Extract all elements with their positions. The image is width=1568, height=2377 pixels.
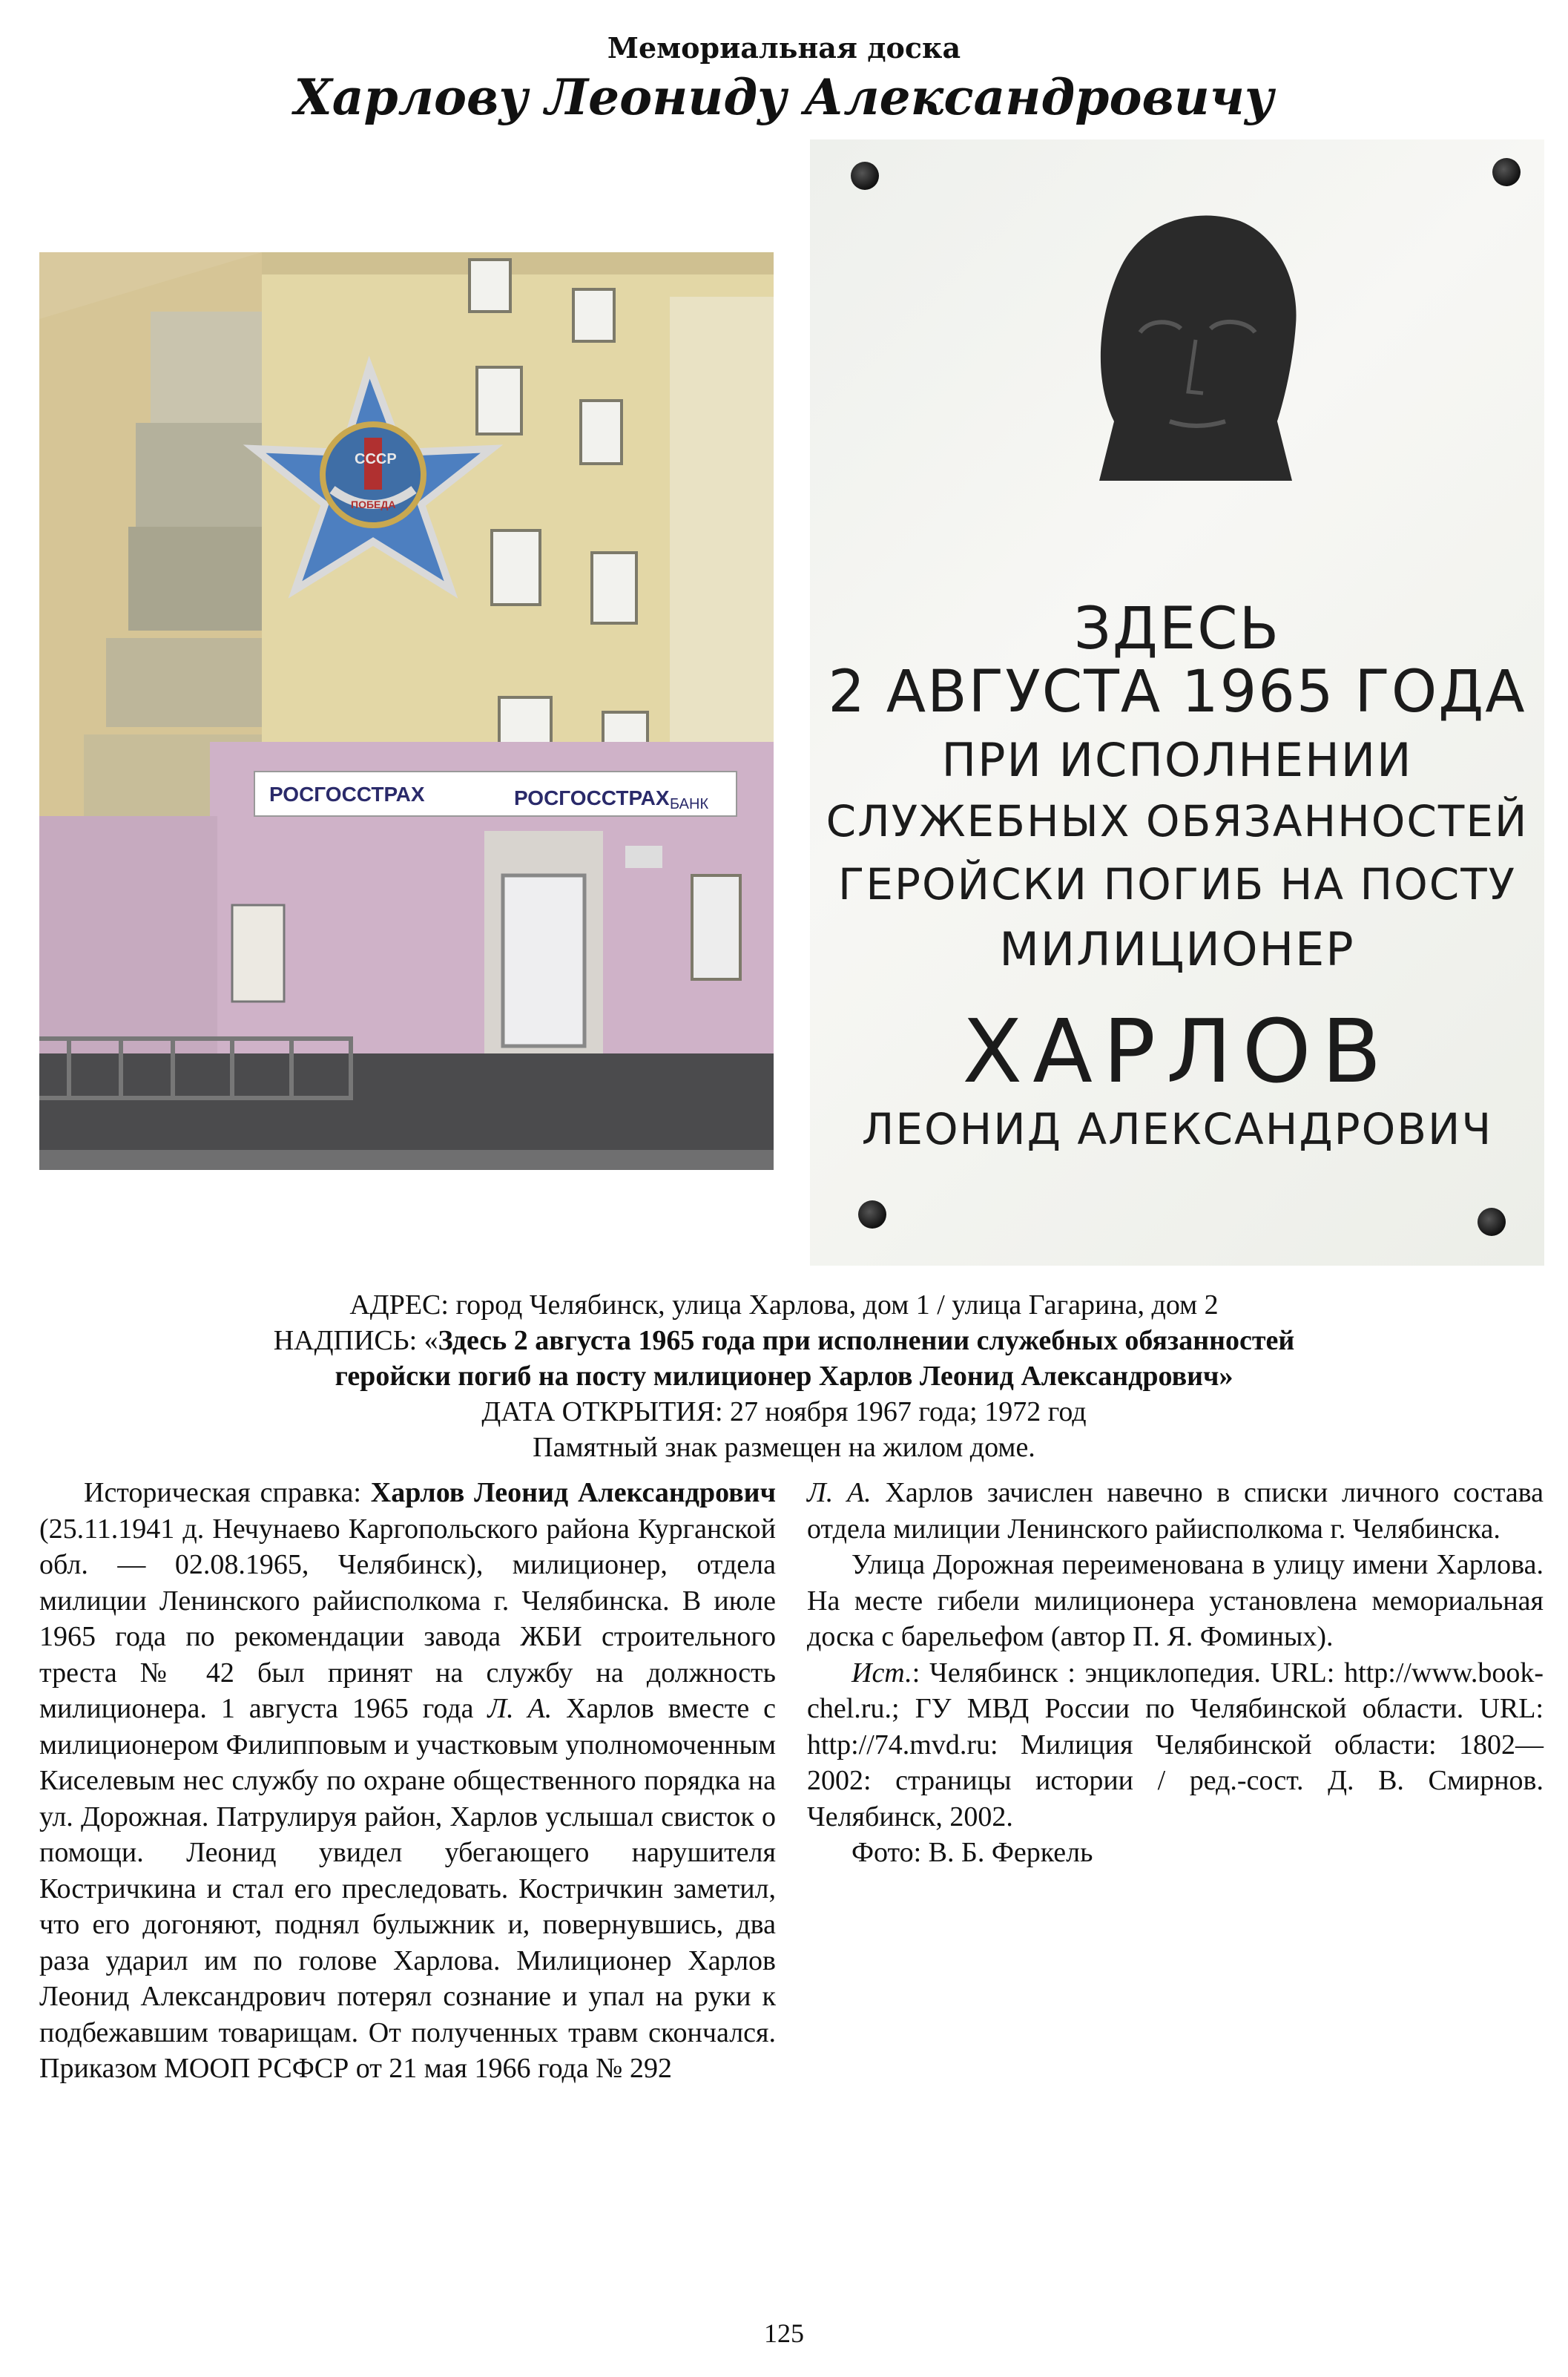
building-illustration [39, 252, 774, 1170]
rename-paragraph: Улица Дорожная переименована в улицу имени Харлова. На месте гибели милиционера установлена мемориальная доска с барельефом (автор П. Я. Фоминых). [807, 1549, 1544, 1652]
plaque-line: 2 АВГУСТА 1965 ГОДА [828, 659, 1526, 726]
photo-credit: Фото: В. Б. Феркель [851, 1837, 1093, 1868]
plaque-line: ПРИ ИСПОЛНЕНИИ [941, 733, 1413, 787]
plaque-line: МИЛИЦИОНЕР [999, 922, 1355, 976]
date-line: ДАТА ОТКРЫТИЯ: 27 ноября 1967 года; 1972 год [481, 1396, 1087, 1427]
body-column-right [807, 1475, 1544, 1871]
order-pobeda-text: ПОБЕДА [351, 499, 396, 510]
sign-rosgosstrakh-2: РОСГОССТРАХ [514, 786, 670, 809]
plaque-line: ГЕРОЙСКИ ПОГИБ НА ПОСТУ [837, 859, 1517, 910]
inscription-line-1: НАДПИСЬ: «Здесь 2 августа 1965 года при исполнении служебных обязанностей [273, 1325, 1295, 1356]
sign-bank: БАНК [670, 796, 709, 812]
page-number: 125 [764, 2318, 804, 2348]
history-paragraph: Историческая справка: Харлов Леонид Александрович (25.11.1941 д. Нечунаево Каргопольского района Курганской обл. — 02.08.1965, Челябинск), милиционер, отдела милиции Ленинского райисполкома г. Челябинска. В июле 1965 года по рекомендации завода ЖБИ строительного треста № 42 был принят на службу на должность милиционера. 1 августа 1965 года Л. А. Харлов вместе с милиционером Филипповым и участковым уполномоченным Киселевым нес службу по охране общественного порядка на ул. Дорожная. Патрулируя район, Харлов услышал свисток о помощи. Леонид увидел убегающего нарушителя Костричкина и стал его преследовать. Костричкин заметил, что его догоняют, поднял булыжник и, повернувшись, два раза ударил им по голове Харлова. Милиционер Харлов Леонид Александрович потерял сознание и упал на руки к подбежавшим товарищам. От полученных травм скончался. Приказом МООП РСФСР от 21 мая 1966 года № 292 [39, 1477, 777, 2084]
bas-relief-portrait [1084, 199, 1307, 481]
address-line: АДРЕС: город Челябинск, улица Харлова, дом 1 / улица Гагарина, дом 2 [349, 1289, 1219, 1321]
plaque-screw [1492, 158, 1521, 186]
body-column-left [39, 1475, 777, 2084]
plaque-screw [851, 162, 879, 190]
plaque-photo [810, 139, 1544, 1266]
inscription-line-2: геройски погиб на посту милиционер Харлов Леонид Александрович» [335, 1361, 1233, 1392]
history-paragraph-cont: Л. А. Харлов зачислен навечно в списки личного состава отдела милиции Ленинского райисполкома г. Челябинска. [807, 1477, 1544, 1545]
plaque-line: СЛУЖЕБНЫХ ОБЯЗАННОСТЕЙ [826, 796, 1529, 846]
page-supertitle: Мемориальная доска [607, 31, 961, 65]
order-ussr-text: СССР [355, 451, 397, 467]
plaque-surname: ХАРЛОВ [962, 1000, 1392, 1102]
page-title: Харлову Леониду Александровичу [294, 68, 1274, 126]
sources-paragraph: Ист.: Челябинск : энциклопедия. URL: http://www.book-chel.ru.; ГУ МВД России по Челябинской области. URL: http://74.mvd.ru: Милиция Челябинской области: 1802—2002: страницы истории / ред.-сост. Д. В. Смирнов. Челябинск, 2002. [807, 1657, 1544, 1832]
plaque-screw [1478, 1208, 1506, 1236]
sign-rosgosstrakh-1: РОСГОССТРАХ [269, 783, 425, 806]
plaque-line: ЗДЕСЬ [1073, 596, 1281, 663]
plaque-screw [858, 1200, 886, 1229]
plaque-line: ЛЕОНИД АЛЕКСАНДРОВИЧ [861, 1104, 1493, 1154]
note-line: Памятный знак размещен на жилом доме. [533, 1432, 1035, 1463]
building-photo [39, 252, 774, 1170]
